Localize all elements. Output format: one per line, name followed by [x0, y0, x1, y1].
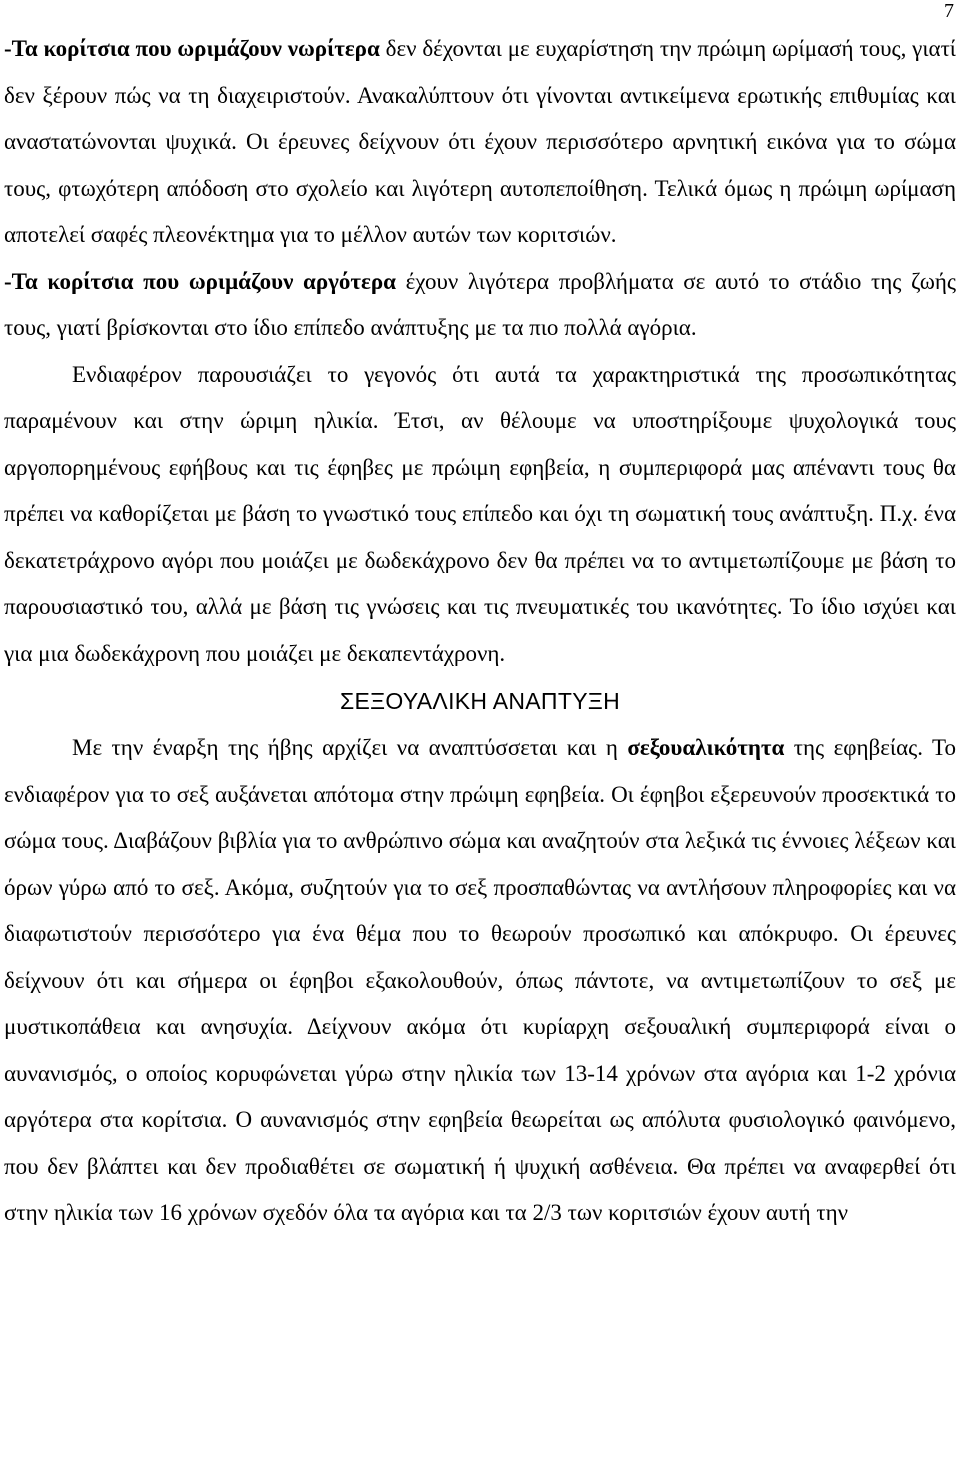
- page-number: 7: [944, 0, 954, 22]
- section-heading: ΣΕΞΟΥΑΛΙΚΗ ΑΝΑΠΤΥΞΗ: [339, 688, 620, 714]
- paragraph-text: της εφηβείας. Το ενδιαφέρον για το σεξ αυξάνεται απότομα στην πρώιμη εφηβεία. Οι έφηβοι εξερευνούν προσεκτικά το σώμα τους. Διαβάζουν βιβλία για το ανθρώπινο σώμα και αναζητούν στα λεξικά τις έννοιες λέξεων και όρων γύρω από το σεξ. Ακόμα, συζητούν για το σεξ προσπαθώντας να αντλήσουν πληροφορίες και να διαφωτιστούν περισσότερο για ένα θέμα που το θεωρούν προσωπικό και απόκρυφο. Οι έρευνες δείχνουν ότι και σήμερα οι έφηβοι εξακολουθούν, όπως πάντοτε, να αντιμετωπίζουν το σεξ με μυστικοπάθεια και ανησυχία. Δείχνουν ακόμα ότι κυρίαρχη σεξουαλική συμπεριφορά είναι ο αυνανισμός, ο οποίος κορυφώνεται γύρω στην ηλικία των 13-14 χρόνων στα αγόρια και 1-2 χρόνια αργότερα στα κορίτσια. Ο αυνανισμός στην εφηβεία θεωρείται ως απόλυτα φυσιολογικό φαινόμενο, που δεν βλάπτει και δεν προδιαθέτει σε σωματική ή ψυχική ασθένεια. Θα πρέπει να αναφερθεί ότι στην ηλικία των 16 χρόνων σχεδόν όλα τα αγόρια και τα 2/3 των κοριτσιών έχουν αυτή την: [4, 735, 956, 1225]
- document-body: [4, 26, 956, 1237]
- bold-lead-late: -Τα κορίτσια που ωριμάζουν αργότερα: [4, 268, 396, 294]
- bold-term-sexuality: σεξουαλικότητα: [627, 735, 785, 760]
- paragraph-early-maturing-girls: [4, 26, 956, 259]
- paragraph-text: δεν δέχονται με ευχαρίστηση την πρώιμη ωρίμασή τους, γιατί δεν ξέρουν πώς να τη διαχειριστούν. Ανακαλύπτουν ότι γίνονται αντικείμενα ερωτικής επιθυμίας και αναστατώνονται ψυχικά. Οι έρευνες δείχνουν ότι έχουν περισσότερο αρνητική εικόνα για το σώμα τους, φτωχότερη απόδοση στο σχολείο και λιγότερη αυτοπεποίθηση. Τελικά όμως η πρώιμη ωρίμαση αποτελεί σαφές πλεονέκτημα για το μέλλον αυτών των κοριτσιών.: [4, 36, 956, 247]
- paragraph-sexuality: [4, 725, 956, 1237]
- paragraph-text: Με την έναρξη της ήβης αρχίζει να αναπτύσσεται και η: [72, 735, 628, 760]
- paragraph-late-maturing-girls: [4, 259, 956, 352]
- bold-lead-early: -Τα κορίτσια που ωριμάζουν νωρίτερα: [4, 36, 380, 61]
- paragraph-text: έχουν λιγότερα προβλήματα σε αυτό το στάδιο της ζωής τους, γιατί βρίσκονται στο ίδιο επίπεδο ανάπτυξης με τα πιο πολλά αγόρια.: [4, 268, 956, 340]
- paragraph-personality: Ενδιαφέρον παρουσιάζει το γεγονός ότι αυτά τα χαρακτηριστικά της προσωπικότητας παραμένουν και στην ώριμη ηλικία. Έτσι, αν θέλουμε να υποστηρίξουμε ψυχολογικά τους αργοπορημένους εφήβους και τις έφηβες με πρώιμη εφηβεία, η συμπεριφορά μας απέναντι τους θα πρέπει να καθορίζεται με βάση το γνωστικό τους επίπεδο και όχι τη σωματική τους ανάπτυξη. Π.χ. ένα δεκατετράχρονο αγόρι που μοιάζει με δωδεκάχρονο δεν θα πρέπει να το αντιμετωπίζουμε με βάση το παρουσιαστικό του, αλλά με βάση τις γνώσεις και τις πνευματικές του ικανότητες. Το ίδιο ισχύει και για μια δωδεκάχρονη που μοιάζει με δεκαπεντάχρονη.: [4, 361, 956, 666]
